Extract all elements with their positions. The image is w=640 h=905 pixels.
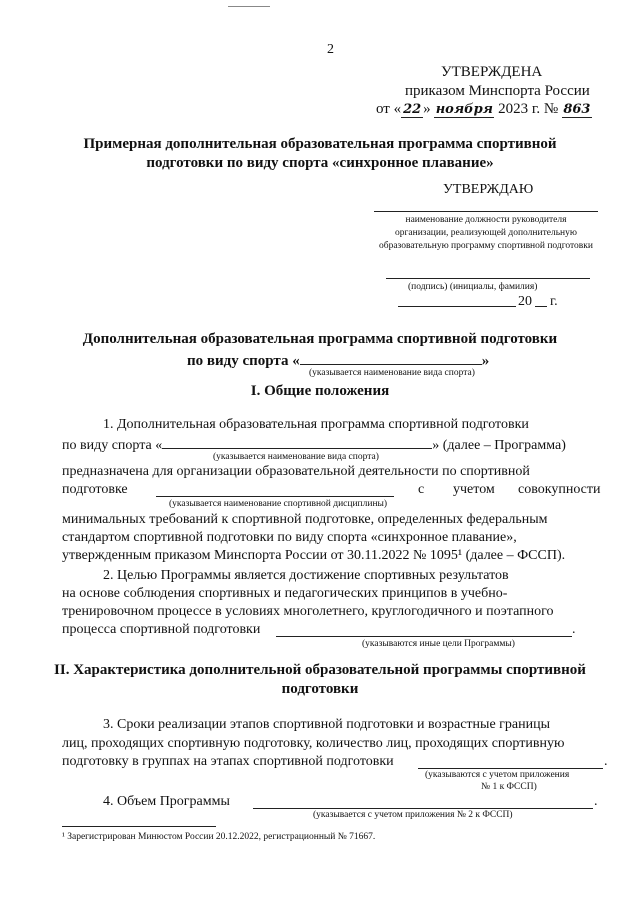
footnote-text: ¹ Зарегистрирован Минюстом России 20.12.2022, регистрационный № 71667.: [62, 832, 376, 842]
signature-line: [386, 278, 590, 279]
s1-hint-sport: (указывается наименование вида спорта): [213, 452, 379, 462]
s1-p1-line5: минимальных требований к спортивной подготовке, определенных федеральным: [62, 512, 548, 527]
s1-hint-discipline: (указывается наименование спортивной дисциплины): [169, 499, 388, 509]
date-mid: »: [423, 101, 431, 117]
s2-p4-dot: .: [594, 794, 598, 809]
s1-p1-line4-b: с: [418, 482, 425, 497]
approval-year-prefix: 20: [518, 294, 532, 309]
approval-order-line: приказом Минспорта России: [405, 83, 590, 99]
doc-title-line2: подготовки по виду спорта «синхронное плавание»: [146, 155, 494, 171]
section1-title: I. Общие положения: [250, 383, 390, 399]
date-year: 2023 г. №: [498, 101, 559, 117]
s2-p3-line2: лиц, проходящих спортивную подготовку, количество лиц, проходящих спортивную: [62, 736, 565, 751]
footnote-separator: [62, 826, 216, 827]
sport-name-blank: [300, 350, 482, 365]
program-title-hint: (указывается наименование вида спорта): [309, 368, 475, 378]
s2-p3-hint1: (указываются с учетом приложения: [425, 770, 570, 780]
s1-p1-line6: стандартом спортивной подготовки по виду спорта «синхронное плавание»,: [62, 530, 517, 545]
program-title-suffix: »: [481, 353, 490, 369]
s1-p1-line4-d: совокупности: [518, 482, 601, 497]
s1-goals-blank: [276, 636, 572, 637]
s1-p1-line3: предназначена для организации образовательной деятельности по спортивной: [62, 464, 530, 479]
doc-title-line1: Примерная дополнительная образовательная программа спортивной: [83, 136, 557, 152]
s1-hint-goals: (указываются иные цели Программы): [362, 639, 515, 649]
scan-artifact: [228, 6, 270, 7]
signature-hint: (подпись) (инициалы, фамилия): [408, 282, 538, 292]
s2-p3-line3: подготовку в группах на этапах спортивной подготовки: [62, 754, 394, 769]
section2-title-line1: II. Характеристика дополнительной образовательной программы спортивной: [54, 662, 586, 678]
s1-p1-line1: 1. Дополнительная образовательная программа спортивной подготовки: [103, 417, 529, 432]
date-prefix: от «: [376, 101, 402, 117]
s2-p4-blank: [253, 808, 593, 809]
s1-sport-blank: [162, 436, 432, 449]
s2-p3-blank: [418, 768, 603, 769]
approval-title: УТВЕРЖДЕНА: [441, 64, 543, 80]
approval-year-blank: [535, 306, 547, 307]
order-number-handwritten: 863: [563, 102, 591, 117]
page-number: 2: [327, 42, 334, 57]
approver-position-line: [374, 211, 598, 212]
approve-heading: УТВЕРЖДАЮ: [443, 182, 534, 197]
s1-p2-line4: процесса спортивной подготовки: [62, 622, 261, 637]
approver-hint-1: наименование должности руководителя: [405, 215, 567, 225]
date-day-handwritten: 22: [403, 102, 422, 117]
program-title-line1: Дополнительная образовательная программа спортивной подготовки: [82, 331, 558, 347]
section2-title-line2: подготовки: [281, 681, 359, 697]
s1-p1-line4-c: учетом: [453, 482, 495, 497]
s2-p3-hint2: № 1 к ФССП): [481, 782, 537, 792]
s2-p4-label: 4. Объем Программы: [103, 794, 230, 809]
s1-discipline-blank: [156, 496, 394, 497]
approver-hint-2: организации, реализующей дополнительную: [395, 228, 577, 238]
s1-p1-line4-a: подготовке: [62, 482, 128, 497]
program-title-line2: [187, 350, 489, 370]
approver-hint-3: образовательную программу спортивной подготовки: [378, 241, 593, 251]
s1-p1-line2-suffix: » (далее – Программа): [432, 438, 566, 453]
s1-p2-line3: тренировочном процессе в условиях многолетнего, круглогодичного и поэтапного: [62, 604, 554, 619]
approval-date-line: [376, 101, 592, 118]
s2-p3-line1: 3. Сроки реализации этапов спортивной подготовки и возрастные границы: [103, 717, 551, 732]
s1-p2-line2: на основе соблюдения спортивных и педагогических принципов в учебно-: [62, 586, 508, 601]
s2-p4-hint: (указывается с учетом приложения № 2 к ФССП): [313, 810, 513, 820]
s1-p2-line1: 2. Целью Программы является достижение спортивных результатов: [103, 568, 509, 583]
s1-p1-line2-prefix: по виду спорта «: [62, 438, 163, 453]
s1-goals-dot: .: [572, 622, 576, 637]
s1-p1-line7: утвержденным приказом Минспорта России от 30.11.2022 № 1095¹ (далее – ФССП).: [62, 548, 566, 563]
program-title-prefix: по виду спорта «: [187, 353, 300, 369]
approval-year-suffix: г.: [550, 294, 558, 309]
s2-p3-dot: .: [604, 754, 608, 769]
date-month-handwritten: ноября: [435, 102, 494, 117]
approval-date-blank: [398, 306, 516, 307]
